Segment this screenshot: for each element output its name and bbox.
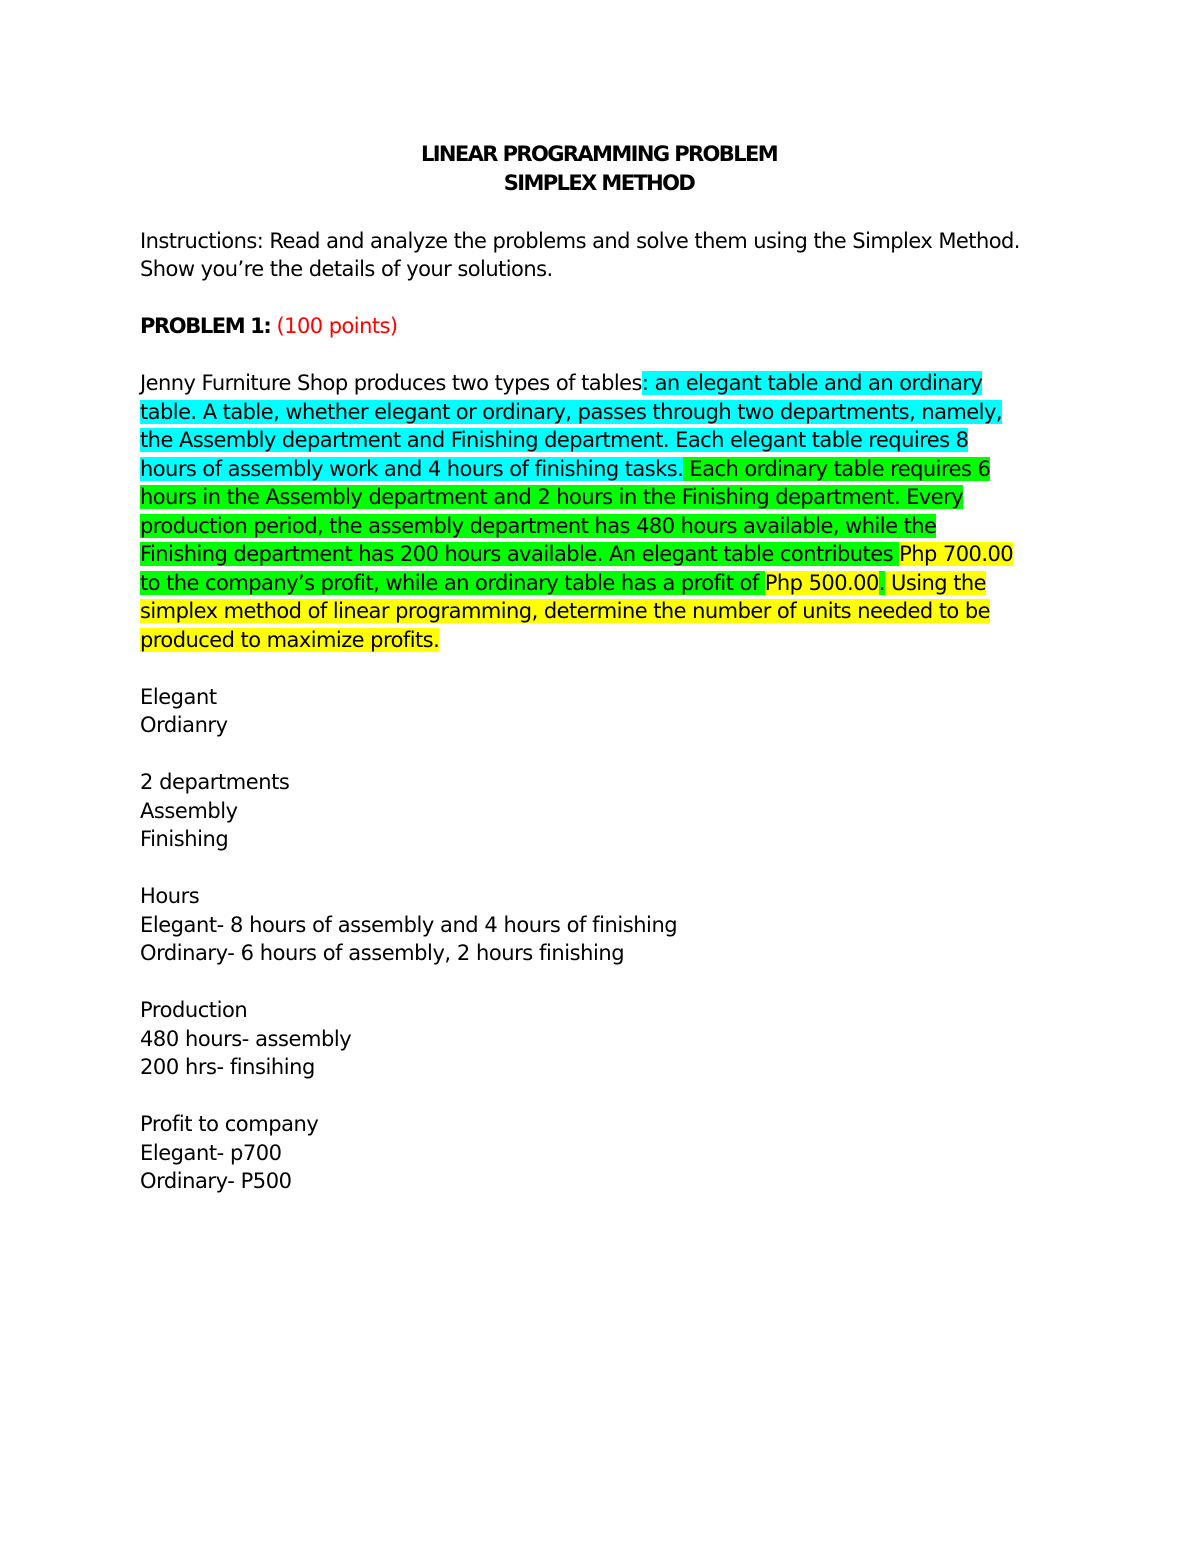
problem-text-segment: Jenny Furniture Shop produces two types of tables (140, 371, 642, 395)
problem-text-line (140, 512, 1060, 541)
spacer (140, 284, 1060, 313)
note-line: Production (140, 998, 248, 1022)
note-line: Ordinary- P500 (140, 1169, 292, 1193)
problem-heading-line (140, 312, 1060, 341)
instructions (140, 227, 1060, 284)
note-line: Ordianry (140, 713, 228, 737)
problem-text-segment: production period, the assembly department has 480 hours available, while the (140, 513, 937, 538)
problem-text-segment: : an elegant table and an ordinary (641, 371, 983, 395)
note-line: Elegant- p700 (140, 1140, 282, 1165)
note-line: Finishing (140, 827, 229, 851)
problem-text-segment: . (878, 570, 885, 595)
note-line: 200 hrs- finsihing (140, 1055, 315, 1079)
notes-hours (140, 882, 1060, 968)
problem-text-segment: the Assembly department and Finishing department. Each elegant table requires 8 (140, 428, 969, 452)
spacer (140, 740, 1060, 769)
problem-text-line (140, 483, 1060, 512)
problem-text-line (140, 455, 1060, 484)
document-body (140, 140, 1060, 1196)
problem-text-segment: to the company’s profit, while an ordinary table has a profit of (140, 570, 765, 595)
problem-text-line (140, 426, 1060, 455)
problem-points: (100 points) (276, 314, 398, 338)
notes-types (140, 683, 1060, 740)
problem-text-segment: simplex method of linear programming, determine the number of units needed to be (140, 599, 991, 623)
note-line: Elegant- 8 hours of assembly and 4 hours of finishing (140, 912, 678, 937)
problem-text-segment: Finishing department has 200 hours available. An elegant table contributes (140, 542, 900, 566)
note-line: Ordinary- 6 hours of assembly, 2 hours finishing (140, 941, 625, 965)
problem-text-segment: Each ordinary table requires 6 (683, 456, 991, 481)
instructions-line-1: Instructions: Read and analyze the problems and solve them using the Simplex Method. (140, 228, 1020, 253)
title-line-1: LINEAR PROGRAMMING PROBLEM (420, 142, 778, 166)
notes-departments (140, 768, 1060, 854)
problem-text-segment: Php 700.00 (899, 542, 1014, 566)
problem-text-segment: Php 500.00 (764, 570, 879, 595)
document-title (138, 140, 1060, 198)
notes-profit (140, 1110, 1060, 1196)
problem-text-line (140, 540, 1060, 569)
note-line: 480 hours- assembly (140, 1026, 352, 1051)
note-line: 2 departments (140, 770, 290, 794)
spacer (140, 968, 1060, 997)
spacer (140, 1082, 1060, 1111)
problem-text-line (140, 626, 1060, 655)
problem-text-segment: hours in the Assembly department and 2 hours in the Finishing department. Every (140, 485, 964, 509)
spacer (140, 341, 1060, 370)
problem-text-segment: Using the (884, 570, 987, 595)
spacer (140, 654, 1060, 683)
problem-text-segment: hours of assembly work and 4 hours of finishing tasks. (140, 456, 684, 481)
problem-text-line (140, 597, 1060, 626)
instructions-line-2: Show you’re the details of your solutions. (140, 257, 553, 281)
problem-label: PROBLEM 1: (140, 314, 271, 338)
problem-text-segment: table. A table, whether elegant or ordinary, passes through two departments, namely, (140, 399, 1002, 424)
problem-text (140, 369, 1060, 654)
title-line-2: SIMPLEX METHOD (503, 171, 695, 195)
note-line: Hours (140, 884, 200, 908)
spacer (140, 854, 1060, 883)
problem-text-segment: produced to maximize profits. (140, 627, 440, 652)
problem-text-line (140, 369, 1060, 398)
note-line: Elegant (140, 684, 217, 709)
problem-heading (140, 312, 1060, 341)
notes-production (140, 996, 1060, 1082)
spacer (140, 198, 1060, 227)
note-line: Profit to company (140, 1112, 319, 1136)
note-line: Assembly (140, 798, 238, 823)
problem-text-line (140, 398, 1060, 427)
problem-text-line (140, 569, 1060, 598)
